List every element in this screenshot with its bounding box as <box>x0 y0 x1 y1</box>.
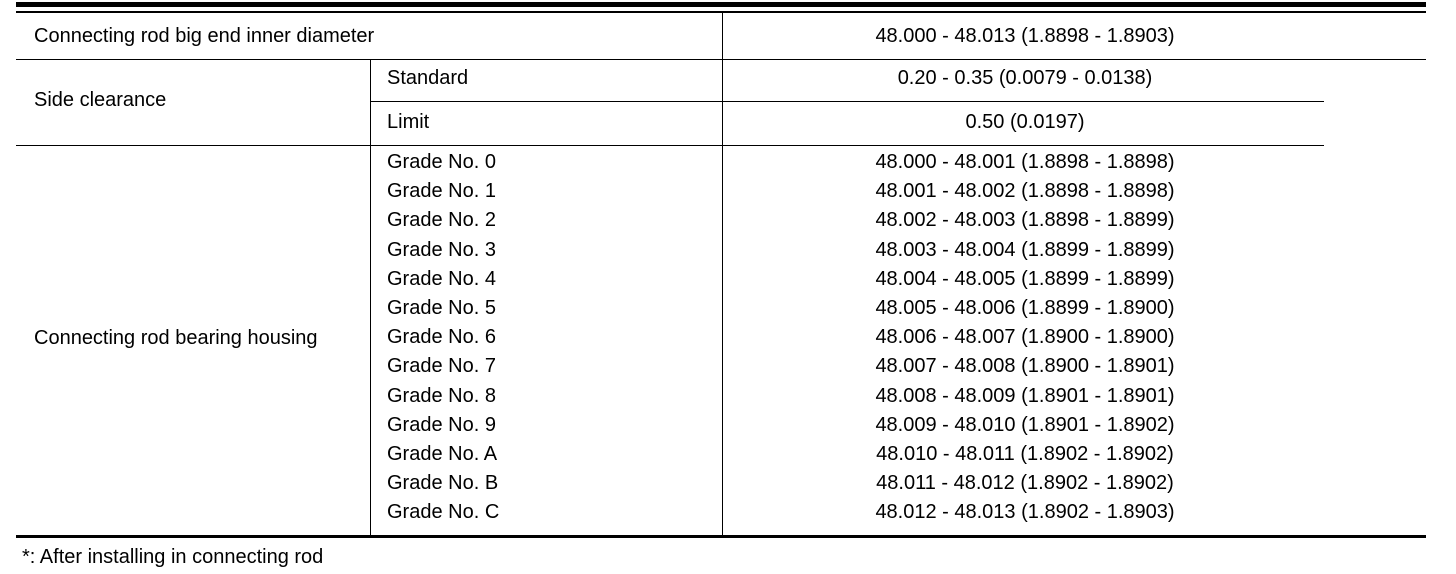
grade-list <box>387 148 499 528</box>
grade-label: Grade No. 9 <box>387 413 496 436</box>
footnote: *: After installing in connecting rod <box>22 546 324 568</box>
grade-value: 48.001 - 48.002 (1.8898 - 1.8898) <box>875 180 1175 203</box>
grade-label: Grade No. 3 <box>387 238 496 261</box>
grade-label: Grade No. 8 <box>387 384 496 407</box>
grade-value: 48.002 - 48.003 (1.8898 - 1.8899) <box>875 209 1175 232</box>
grade-label: Grade No. B <box>387 472 499 495</box>
grade-label: Grade No. 4 <box>387 267 496 290</box>
grade-value: 48.005 - 48.006 (1.8899 - 1.8900) <box>875 297 1175 320</box>
side-clearance-standard-label: Standard <box>387 67 469 89</box>
grade-value-list <box>723 148 1327 528</box>
column-divider-sublabel <box>370 59 371 535</box>
row-divider-2 <box>16 145 1324 146</box>
grade-value: 48.008 - 48.009 (1.8901 - 1.8901) <box>875 384 1175 407</box>
bearing-housing-label: Connecting rod bearing housing <box>34 327 318 349</box>
side-clearance-limit-label: Limit <box>387 111 430 133</box>
table-bottom-rule <box>16 535 1426 538</box>
table-top-rule-thick <box>16 2 1426 7</box>
grade-label: Grade No. 5 <box>387 297 496 320</box>
grade-value: 48.004 - 48.005 (1.8899 - 1.8899) <box>875 267 1175 290</box>
big-end-value: 48.000 - 48.013 (1.8898 - 1.8903) <box>875 25 1175 47</box>
grade-label: Grade No. 1 <box>387 180 496 203</box>
grade-label: Grade No. 2 <box>387 209 496 232</box>
grade-label: Grade No. 6 <box>387 326 496 349</box>
grade-label: Grade No. A <box>387 443 498 466</box>
table-top-rule-thin <box>16 11 1426 13</box>
side-clearance-limit-value: 0.50 (0.0197) <box>965 111 1085 133</box>
grade-value: 48.011 - 48.012 (1.8902 - 1.8902) <box>876 472 1174 495</box>
grade-value: 48.000 - 48.001 (1.8898 - 1.8898) <box>875 151 1175 173</box>
side-clearance-label: Side clearance <box>34 89 167 111</box>
grade-value: 48.003 - 48.004 (1.8899 - 1.8899) <box>875 238 1175 261</box>
grade-value: 48.010 - 48.011 (1.8902 - 1.8902) <box>876 443 1174 466</box>
grade-value: 48.007 - 48.008 (1.8900 - 1.8901) <box>875 355 1175 378</box>
big-end-label: Connecting rod big end inner diameter <box>34 25 375 47</box>
grade-value: 48.006 - 48.007 (1.8900 - 1.8900) <box>875 326 1175 349</box>
grade-label: Grade No. 7 <box>387 355 496 378</box>
row-divider-side-clearance-inner <box>370 101 1324 102</box>
grade-value: 48.012 - 48.013 (1.8902 - 1.8903) <box>875 501 1175 524</box>
grade-value: 48.009 - 48.010 (1.8901 - 1.8902) <box>875 413 1175 436</box>
grade-label: Grade No. C <box>387 501 500 524</box>
side-clearance-standard-value: 0.20 - 0.35 (0.0079 - 0.0138) <box>897 67 1153 89</box>
grade-label: Grade No. 0 <box>387 151 496 173</box>
row-divider-1 <box>16 59 1426 60</box>
